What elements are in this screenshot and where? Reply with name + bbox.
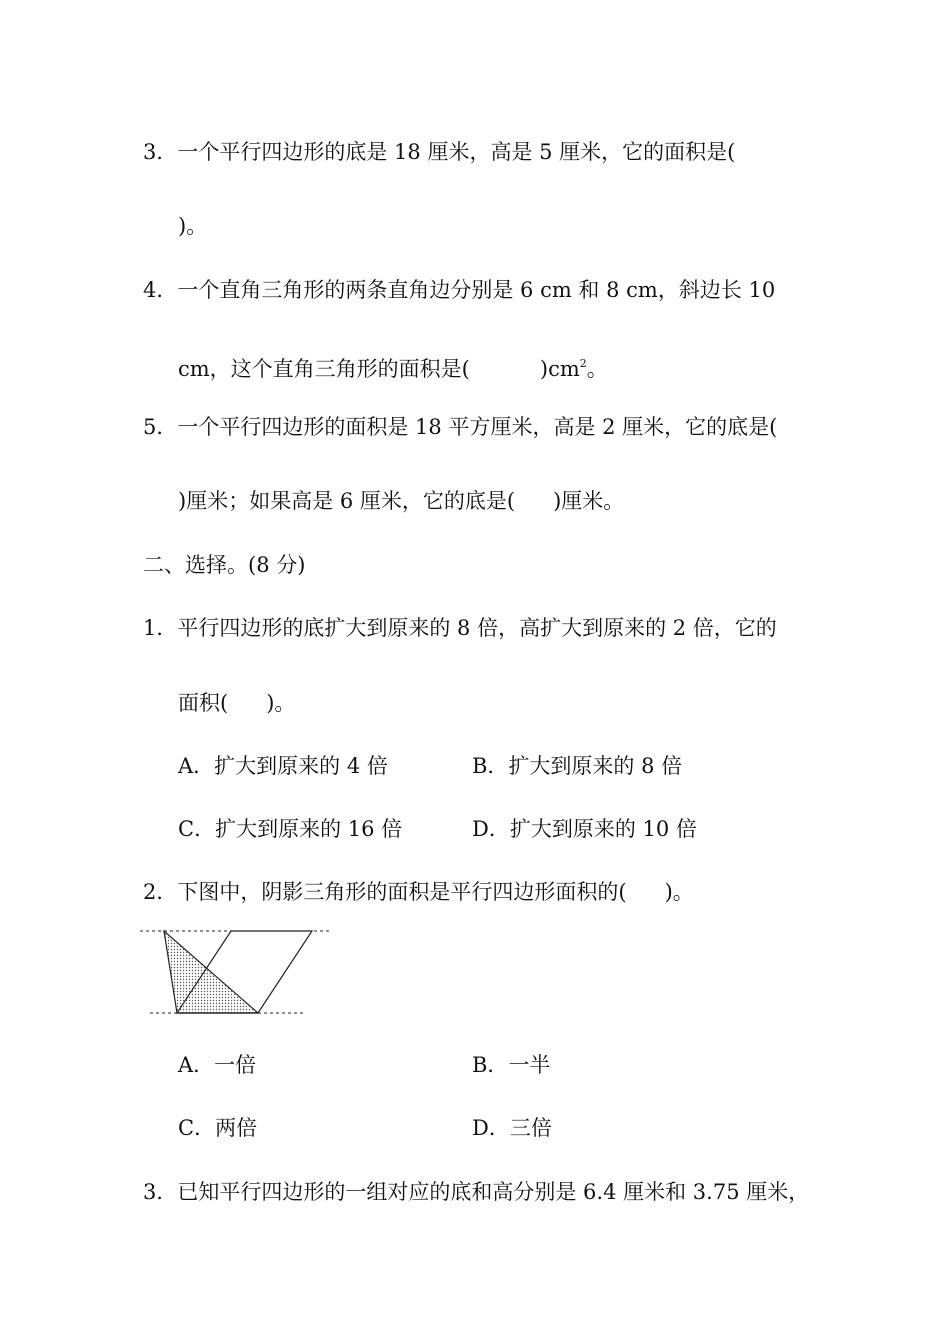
unit-text: )cm (539, 357, 580, 381)
section-heading: 二、选择。(8 分) (143, 553, 306, 577)
choice-question-2 (143, 878, 694, 906)
option-text: 扩大到原来的 10 倍 (509, 817, 697, 841)
option-text: 两倍 (215, 1116, 258, 1140)
option-text: 三倍 (509, 1116, 552, 1140)
question-text: 面积( (178, 691, 229, 715)
superscript: 2 (579, 357, 587, 370)
option-letter: C． (178, 1116, 216, 1140)
option-a[interactable] (178, 752, 388, 780)
question-number: 5． (143, 415, 178, 439)
option-letter: D． (472, 1116, 510, 1140)
question-text: cm，这个直角三角形的面积是( (178, 357, 470, 381)
option-letter: D． (472, 817, 510, 841)
question-5 (143, 413, 777, 441)
option-a[interactable] (178, 1051, 256, 1079)
option-b[interactable] (472, 752, 682, 780)
option-text: 扩大到原来的 8 倍 (508, 754, 683, 778)
question-number: 1． (143, 616, 178, 640)
option-letter: A． (178, 1053, 215, 1077)
shaded-triangle (164, 931, 258, 1013)
option-c[interactable] (178, 1114, 257, 1142)
question-text: 一个平行四边形的面积是 18 平方厘米，高是 2 厘米，它的底是( (177, 415, 778, 439)
question-text: 一个直角三角形的两条直角边分别是 6 cm 和 8 cm，斜边长 10 (177, 278, 776, 302)
option-letter: B． (472, 1053, 509, 1077)
option-b[interactable] (472, 1051, 550, 1079)
question-number: 2． (143, 880, 178, 904)
option-text: 扩大到原来的 16 倍 (215, 817, 403, 841)
question-5-continuation (178, 487, 624, 515)
question-text: )。 (664, 880, 694, 904)
question-text: 一个平行四边形的底是 18 厘米，高是 5 厘米，它的面积是( (177, 140, 736, 164)
option-letter: A． (178, 754, 215, 778)
question-4 (143, 276, 775, 304)
option-letter: C． (178, 817, 216, 841)
question-4-continuation (178, 350, 608, 383)
question-text: )厘米。 (553, 489, 625, 513)
option-d[interactable] (472, 1114, 552, 1142)
question-number: 3． (143, 140, 178, 164)
question-text: 下图中，阴影三角形的面积是平行四边形面积的( (177, 880, 627, 904)
option-c[interactable] (178, 815, 402, 843)
answer-blank-close: )。 (178, 214, 208, 238)
choice-question-3 (143, 1178, 809, 1206)
question-3-continuation (178, 212, 207, 240)
question-text: )。 (266, 691, 296, 715)
question-number: 4． (143, 278, 178, 302)
option-d[interactable] (472, 815, 697, 843)
option-letter: B． (472, 754, 509, 778)
parallelogram-figure (140, 924, 340, 1020)
option-text: 一半 (508, 1053, 551, 1077)
choice-question-1-continuation (178, 689, 295, 717)
question-text: 已知平行四边形的一组对应的底和高分别是 6.4 厘米和 3.75 厘米， (177, 1180, 810, 1204)
question-text: )厘米；如果高是 6 厘米，它的底是( (178, 489, 516, 513)
period: 。 (586, 357, 608, 381)
choice-question-1 (143, 614, 777, 642)
option-text: 扩大到原来的 4 倍 (214, 754, 388, 778)
question-3 (143, 138, 735, 166)
question-number: 3． (143, 1180, 178, 1204)
question-text: 平行四边形的底扩大到原来的 8 倍，高扩大到原来的 2 倍，它的 (177, 616, 777, 640)
option-text: 一倍 (214, 1053, 257, 1077)
